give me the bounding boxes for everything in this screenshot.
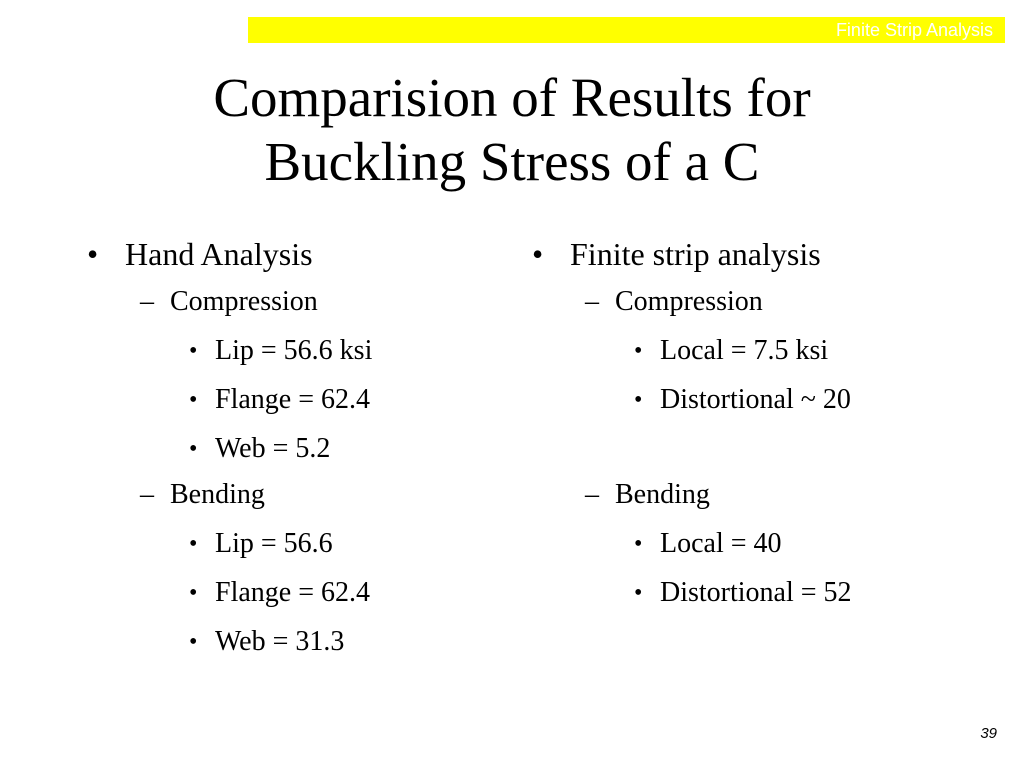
right-heading-item [530,232,852,276]
list-item [85,331,372,371]
left-bending-label: Bending [170,479,265,510]
list-item [85,524,372,564]
left-compression-label: Compression [170,286,318,317]
bullet-icon: • [189,629,198,655]
list-item [530,331,852,371]
list-item [85,380,372,420]
left-heading-item [85,232,372,276]
bullet-icon: • [189,436,198,462]
left-heading: Hand Analysis [125,236,313,272]
bullet-icon: • [189,387,198,413]
list-item [85,573,372,613]
bullet-icon: • [634,580,643,606]
dash-icon: – [585,286,599,317]
list-item [530,524,852,564]
right-compression-local: Local = 7.5 ksi [660,335,829,366]
spacer [530,420,852,469]
bullet-icon: • [634,338,643,364]
list-item [85,622,372,662]
right-bending-item [530,475,852,515]
right-compression-distortional: Distortional ~ 20 [660,384,851,415]
left-bending-flange: Flange = 62.4 [215,577,370,608]
left-bending-lip: Lip = 56.6 [215,528,333,559]
bullet-icon: • [189,338,198,364]
right-compression-item [530,282,852,322]
dash-icon: – [140,479,154,510]
left-compression-item [85,282,372,322]
list-item [85,429,372,469]
bullet-icon: • [634,387,643,413]
bullet-icon: • [87,236,99,272]
header-bar [248,17,1005,43]
bullet-icon: • [189,580,198,606]
slide-title-line-2: Buckling Stress of a C [264,131,760,192]
left-column [85,232,372,662]
right-bending-local: Local = 40 [660,528,782,559]
right-column [530,232,852,613]
left-compression-lip: Lip = 56.6 ksi [215,335,373,366]
left-compression-flange: Flange = 62.4 [215,384,370,415]
list-item [530,573,852,613]
right-bending-label: Bending [615,479,710,510]
left-bending-item [85,475,372,515]
header-label: Finite Strip Analysis [835,20,993,40]
bullet-icon: • [532,236,544,272]
right-bending-distortional: Distortional = 52 [660,577,852,608]
dash-icon: – [585,479,599,510]
slide-title [0,66,1024,194]
list-item [530,380,852,420]
right-compression-label: Compression [615,286,763,317]
left-bending-web: Web = 31.3 [215,626,345,657]
dash-icon: – [140,286,154,317]
left-compression-web: Web = 5.2 [215,433,331,464]
slide-title-line-1: Comparision of Results for [213,67,811,128]
right-heading: Finite strip analysis [570,236,821,272]
bullet-icon: • [189,531,198,557]
bullet-icon: • [634,531,643,557]
page-number: 39 [980,725,997,742]
